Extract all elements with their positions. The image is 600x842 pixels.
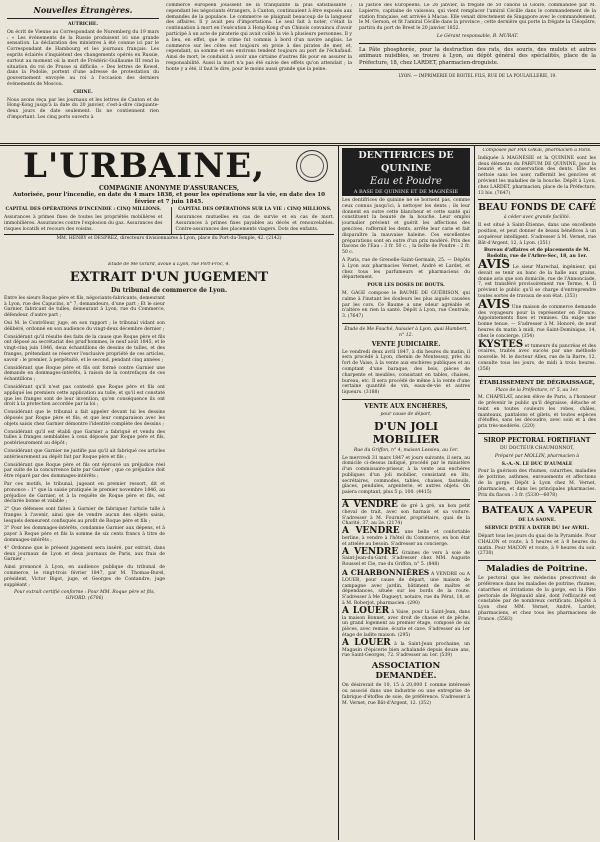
degraissage-text: M. CHAPELAT, ancien élève de Paris, a l'honneur de prévenir le public qu'il dégraisse, détache et teint en toutes couleurs les robes, châles, manteaux, pantalons et gilets, et toutes espèces d'étoffes, sans les découdre, avec soin et à des prix très-modérés. (220) xyxy=(478,395,596,430)
cafe-sub: à céder avec grande facilité. xyxy=(503,215,571,221)
poitrine-text: Le pectoral que les médecins prescrivent de préférence dans les maladies de poitrine, rhumes, catarrhes et irritations de la gorge, est la Pâte pectorale de Régnauld aîné, dont l'efficacité est constatée par de nombreux certificats. Dépôts à Lyon chez MM. Vernet, André, Lardet, pharmaciens, et chez tous les pharmaciens de France. (5583) xyxy=(478,576,596,622)
sirop-place: S.-A.-N. LE DUC D'AUMALE xyxy=(501,461,573,467)
incendie-text: Assurances à primes fixes de toutes les propriétés mobilières et immobilières. Assurances contre l'explosion du gaz. Assurances des risques locatifs et recours des voisins. xyxy=(4,214,163,232)
chine-heading: CHINE. xyxy=(73,89,93,95)
composee-line: Composée par PAX GAGE, pharmacien à Paris. xyxy=(482,148,592,153)
urbaine-incendie xyxy=(4,207,163,234)
avis-voyageurs xyxy=(478,296,596,340)
jugement-paragraph: Considérant que Roque père et fils ont éprouvé un préjudice réel par suite de la concurrence faite par Garnier ; que ce préjudice doit être réparé par des dommages-intérêts ; xyxy=(4,462,165,480)
chine-continued-text: commerce européen jouissent de la tranquillité la plus satisfaisante ; cependant les négociants étrangers, à Canton, continuaient à être exposés aux demandes de la populace. Le commerce se plaignait beaucoup de la langueur des affaires. Il y avait peu d'importations. Le seul fait à noter, c'était la continuation à mort en l'exécution à Hong-Kong d'un Chinois convaincu d'avoir participé à un acte de piraterie qui avait coûté la vie à plusieurs personnes. Il y a lieu, en effet, que le crime fut commis à bord d'un navire anglais. Le commerce sur les côtes est toujours en proie à des pirates de mer, et, cependant, sa somme et ses environs tendent toujours au port de l'échafaud. Ainsi de mort, le conduisit à avoir une cirtaine d'autres fils pour en assurer la responsabilité. Aussi la mort n'a pas été suivie des effets qu'on attendait ; la honte y a été, il faut le dire, pour le moins aussi grande que la peine. xyxy=(166,3,352,72)
jugement-etude: Étude de Me Girard, avoué à Lyon, rue Port-Froc, 4. xyxy=(108,262,230,267)
charbonnieres-text: A VENDRE ou A LOUER, pour cause de départ, une maison de campagne avec jardin, bâtiment de maître et dépendances, située sur les bords de la route. S'adresser à Me Dugueyt, notaire, rue du Pérat, 18, et à M. Roberjot, pharmacien. (290) xyxy=(342,572,470,607)
jugement-paragraph: Considérant qu'il n'est pas contesté que Roque père et fils ont appliqué les premiers cette application au tulle, et qu'il est constaté que les franges sont de leur invention, qu'en conséquence ils ont droit à la protection accordée par la loi ; xyxy=(4,384,165,408)
vendre-graines xyxy=(342,546,470,568)
jugement-body xyxy=(4,296,334,834)
urbaine-title: L'URBAINE, xyxy=(22,148,266,186)
louer-magasin xyxy=(342,637,470,659)
top-left-column xyxy=(7,3,159,141)
mobilier-text: Le mercredi 31 mars 1847 et jours suivants, il sera, au domicile ci-dessus indiqué, procédé par le ministère d'un commissaire-priseur, à la vente aux enchères publiques d'un joli mobilier, consistant en lits, secrétaires, commodes, tables, chaises, fauteuils, glaces, pendules, argenterie, et autres objets. On paiera comptant, plus 5 p. 100. (4415) xyxy=(342,455,470,496)
vendre-graines-text: Graines de vers à soie de Saint-Jean-du-Gard. S'adresser chez MM. Auguste Roussel et Cie, rue du Griffon, n° 5. (848) xyxy=(342,550,470,568)
louer-magasin-text: à la Saint-Jean prochaine, un Magasin d'épicerie bien achalandé depuis douze ans, rue Saint-Georges, 72. S'adresser au 1er. (539) xyxy=(342,641,470,659)
mobilier-place: Rue du Griffon, n° 4, maison Lessieu, au 1er. xyxy=(353,447,459,453)
stamp-heading: POUR LES DOSES DE BOUTS. xyxy=(367,283,445,289)
jugement-certified: Pour extrait certifié conforme : Pour MM. Roque père et fils, GIVORD. (6706) xyxy=(13,590,156,602)
avis-heading: AVIS xyxy=(478,256,511,271)
vendre-heading: A VENDRE xyxy=(342,500,398,511)
urbaine-subtitle: COMPAGNIE ANONYME D'ASSURANCES, xyxy=(98,185,240,192)
france-text: la justice des Européens. Le 26 janvier, la frégate de 50 canons la Gloire, commandée par M. Lapierre, capitaine de vaisseau, qui vient remplacer l'amiral Cécille dans le commandement de la station française, est arrivée à Macao. Elle venait directement de Singapore avec le commandement, le M. Gerson, et fit l'amiral Cécille dans la province ; cette dernière qui porte la frégate la Cléopâtre, partira du port de Brest le 20 janvier 1852. xyxy=(359,3,596,32)
vente-amiable-heading: VENTE AUX ENCHÈRES, xyxy=(364,402,448,410)
vendre-heading: A VENDRE xyxy=(342,526,400,537)
section-divider xyxy=(0,143,600,146)
jugement-paragraph: Considérant qu'il résulte des faits de la cause que Roque père et fils ont déposé au secrétariat des prud'hommes, le neuf août 1845, et le vingt-cinq juin 1846, deux échantillons de dessins de tulles, et des franges, prétendant se réserver l'exclusive propriété de ces articles, savoir : le premier, à perpétuité, et le second, pendant cinq années ; xyxy=(4,334,165,363)
charbonnieres-heading: A CHARBONNIÈRES xyxy=(342,568,430,578)
bateaux-service: SERVICE D'ETE A DATER DU 1er AVRIL. xyxy=(484,526,590,532)
jugement-paragraph: 4° Ordonne que le présent jugement sera inséré, par extrait, dans deux journaux de Lyon et deux journaux de Paris, aux frais de Garnier ; xyxy=(4,545,165,563)
avis-marechal xyxy=(478,256,596,300)
degraissage-place: Place de la Préfecture, n° 5, au 1er. xyxy=(495,387,579,393)
charbonnieres-ad xyxy=(342,570,470,607)
vente-amiable-sub: pour cause de départ, xyxy=(380,411,432,417)
autriche-heading: AUTRICHE. xyxy=(67,22,99,27)
bateaux-sub: DE LA SAONE. xyxy=(518,518,556,524)
kystes-text: et tumeurs du pancréas et des ovaires, traités avec succès par une méthode nouvelle. M. le docteur Allex, rue de la Barre, 12, consulte tous les jours, de midi à trois heures. (356) xyxy=(478,343,596,372)
vente-text: Le vendredi deux avril 1847, à dix heures du matin, il sera procédé à Lyon, chemin de Montessuy, près du fort de Vaise, à la vente aux enchères publiques et au comptant d'une baraque, des bois, pièces de charpente et meubles, consistant en tables, chaises, bureau, etc. Il sera procédé de même à la vente d'une certaine quantité de vin, eaux-de-vie et autres liqueurs. (3188) xyxy=(342,349,470,396)
cafe-title: BEAU FONDS DE CAFÉ xyxy=(478,203,596,214)
jugement-paragraph: Oui M. le Contrôleur, juge, en son rapport ; le tribunal vidant son délibéré, ordonné en son audience du vingt-deux décembre dernier ; xyxy=(4,320,165,332)
quinine-base: A BASE DE QUININE ET DE MAGNÉSIE xyxy=(342,188,470,196)
top-middle-column xyxy=(166,3,352,141)
quinine-title: DENTIFRICES DE QUININE xyxy=(342,148,470,176)
urbaine-seal xyxy=(296,150,328,182)
jugement-paragraph: Considérant que Roque père et fils ont formé contre Garnier une demande en dommages-intérêts, à raison de la contrefaçon de ces échantillons ; xyxy=(4,365,165,383)
vendre-heading: A VENDRE xyxy=(342,546,399,557)
bateaux-title: BATEAUX A VAPEUR xyxy=(481,505,593,517)
quinine-depot: A Paris, rue de Grenelle-Saint-Germain, 25. — Dépôts à Lyon aux pharmacies Vernet, André et Lardet, et chez tous les parfumeurs et pharmaciens du département. xyxy=(342,257,470,281)
vie-heading: CAPITAL DES OPÉRATIONS SUR LA VIE : CINQ MILLIONS. xyxy=(178,207,332,213)
association-heading: ASSOCIATION DEMANDÉE. xyxy=(371,661,441,682)
urbaine-autorisee: Autorisée, pour l'incendie, en date du 4 mars 1838, et pour les opérations sur la vie, en date des 10 février et 7 juin 1845. xyxy=(12,192,326,205)
jugement-paragraph: 3° Pour les dommages-intérêts, condamne Garnier aux dépens, et à payer à Roque père et fils la somme de six cents francs à titre de dommages-intérêts ; xyxy=(4,526,165,544)
chine-text: Nous avons reçu par les journaux et les lettres de Canton et de Hong-Kong jusqu'à la date du 20 janvier, c'est-à-dire cinquante-deux jours de date seulement. Ils ne contiennent rien d'important. Les cinq ports ouverts à xyxy=(7,97,159,120)
urbaine-vie xyxy=(171,207,335,234)
avis-marechal-text: Le sieur Marechal, ingénieur, qui devait se tenir au banc de la halle aux grains, donne avis que son domicile, rue de l'Annonciade, 7, est transféré provisoirement rue Terme, 4. Il prévient le public qu'il se charge d'entreprendre toutes sortes de travaux de son état. (353) xyxy=(478,264,596,299)
vie-text: Assurances mutuelles en cas de survie et en cas de mort. Assurances à primes fixes payables au décès et renouvelables. Contre-assurances des placements viagers. Dots des enfants. xyxy=(175,214,334,232)
column-rule-2 xyxy=(474,146,475,840)
urbaine-columns xyxy=(4,207,334,234)
jugement-paragraph: Ainsi prononcé à Lyon, en audience publique du tribunal de commerce, le vingt-trois février 1847, par M. Thomas-Burel, président, Victor Bigot, juge, et Georges de Contandre, juge suppléant ; xyxy=(4,565,165,588)
louer-vaise xyxy=(342,605,470,639)
urbaine-block xyxy=(4,148,334,258)
urbaine-footer: MM. HENRY et DESPREZ, directeurs divisionnaires à Lyon, place du Port-du-Temple, 42. (2142) xyxy=(4,234,334,242)
jugement-paragraph: 2° Que défenses sont faites à Garnier de fabriquer l'article tulle à franges à l'avenir, ainsi que de vendre aucun des objets saisis, lesquels demeurent confisqués au profit de Roque père et fils ; xyxy=(4,507,165,524)
sirop-prep: Préparé par MOLLIN, pharmacien à xyxy=(494,453,580,459)
right-column xyxy=(478,148,596,840)
degraissage-title: ÉTABLISSEMENT DE DÉGRAISSAGE, xyxy=(479,379,595,386)
pax-gage-text: Indiquée à MAGNÉSIE et la QUININE sont les deux éléments du PARFUM DE QUININE, pour la beauté et la conservation des dents. Elle les nettoie sans les user, raffermit les gencives et prévient les maladies de la bouche. Dépôt à Lyon, chez LARDET, pharmacien, place de la Préfecture, 13 bis. (7647) xyxy=(478,155,596,196)
stamp-text: M. GAGE compose le BAUME DE GUÉRISON, qui calme à l'instant les douleurs les plus aiguës causées par les cors. Ce Baume a une odeur agréable et n'altère en rien la santé. Dépôt à Lyon, rue Centrale, 3. (7647) xyxy=(342,290,470,320)
vendre-cheval-text: de gré à gré, un bon petit cheval de trait, avec son harnais et sa voiture. S'adresser à M. Fournier, propriétaire, quai de la Charité, 37, au 2e. (2174) xyxy=(342,504,470,527)
louer-vaise-text: à Vaise, pour la Saint-Jean, dans la maison Bonnet, avec droit de chasse et de pêche, un grand logement au premier étage, composé de six pièces, avec remise, écurie et cave. S'adresser au 1er étage de ladite maison. (295) xyxy=(342,609,470,639)
avis-heading: AVIS xyxy=(478,296,511,311)
vendre-berline xyxy=(342,526,470,547)
bateaux-text: Départ tous les jours du quai de la Pyramide. Pour CHALON et route, à 5 heures et à 8 heures du matin. Pour MACON et route, à 9 heures du soir. (2730) xyxy=(478,534,596,557)
quinine-eau: Eau et Poudre xyxy=(342,176,470,188)
jugement-paragraph: Entre les sieurs Roque père et fils, négociants-fabricants, demeurant à Lyon, rue des Capucins, n° 7, demandeurs, d'une part ; Et le sieur Garnier, fabricant de tulles, demeurant à Lyon, rue du Commerce, défendeur, d'autre part ; xyxy=(4,295,165,319)
poitrine-title: Maladies de Poitrine. xyxy=(486,564,588,575)
middle-column xyxy=(342,148,470,840)
louer-heading: A LOUER xyxy=(342,637,391,648)
sirop-sub: DU DOCTEUR CHAUMONNOT, xyxy=(499,446,575,452)
autriche-text: On écrit de Vienne au Correspondant de Nuremberg du 19 mars : « Les événements de la Russie produisent ici une grande sensation. La déclaration des ministres à été connue ici par le Correspondant de Hambourg et les journaux français. Les esprits éclairés s'inquiètent des changements opérés en Russie, surtout au moment où la mort de Frédéric-Guillaume III rend la situation du roi de Prusse si difficile. » Des lettres de Kowel, dans la Podolie, portent d'une adresse de protestation du gouvernement envoyée au roi à l'occasion des derniers événements de Moscou. xyxy=(7,29,159,87)
avis-voyageurs-text: Une maison de commerce demande des voyageurs pour la représenter en France. Appointements fixes et remises. On exige une bonne tenue. — S'adresser à M. Honoré, de neuf heures du matin à midi, rue Saint-Dominique, 14, chez le concierge. (354) xyxy=(478,304,596,339)
mobilier-title: D'UN JOLI MOBILIER xyxy=(372,419,440,446)
jugement-paragraph: Considérant que le tribunal a fait appeler devant lui les dessins déposés par Roque père et fils, et que leur comparaison avec les objets saisis chez Garnier démontre l'identité complète des dessins ; xyxy=(4,410,165,427)
association-text: On désirerait de 10, 15 à 20,000 f. comme intéressé ou associé dans une industrie ou une entreprise de fabrique d'étoffes de soie, de préférence. S'adresser à M. Vernet, rue Bât-d'Argent, 12. (352) xyxy=(342,683,470,706)
jugement-title: EXTRAIT D'UN JUGEMENT xyxy=(69,269,269,285)
bureau-text: Bureau d'affaires et de placements de M. Rodolin, rue de l'Arbre-Sec, 18, au 1er. xyxy=(484,248,590,260)
jugement-paragraph: Considérant que Garnier ne justifie pas qu'il ait fabriqué ces articles antérieurement au dépôt fait par Roque père et fils ; xyxy=(4,448,165,460)
jugement-paragraph: Considérant qu'il est établi que Garnier a fabriqué et vendu des tulles à franges semblables à ceux déposés par Roque père et fils, postérieurement au dépôt ; xyxy=(4,429,165,447)
column-rule-1 xyxy=(338,146,339,840)
cafe-text: Il est situé à Saint-Étienne, dans une excellente position, et peut donner de beaux bénéfices à un acquéreur intelligent. S'adresser à M. Vernet, rue Bât-d'Argent, 12, à Lyon. (351) xyxy=(478,223,596,246)
vendre-cheval xyxy=(342,500,470,527)
gerant-line: Le Gérant responsable, B. MURAT. xyxy=(436,33,519,39)
louer-heading: A LOUER xyxy=(342,605,390,616)
vendre-berline-text: une belle et confortable berline, à vendre à l'hôtel du Commerce, en bon état et attelée au besoin. S'adresser au concierge. xyxy=(342,530,470,547)
nouvelles-title: Nouvelles Étrangères. xyxy=(33,5,133,15)
kystes-ad xyxy=(478,338,596,373)
imprint-line: LYON. — IMPRIMERIE DE BOITEL FILS, RUE DE LA POULAILLERIE, 19. xyxy=(398,73,557,78)
incendie-heading: CAPITAL DES OPÉRATIONS D'INCENDIE : CINQ MILLIONS. xyxy=(5,207,162,213)
kystes-heading: KYSTES xyxy=(478,338,524,350)
jugement-column xyxy=(4,262,334,840)
sirop-text: Pour la guérison des rhumes, catarrhes, maladies de poitrine, asthmes, enrouements et affections de la gorge. Dépôt à Lyon chez M. Vernet, pharmacien, et dans les principales pharmacies. Prix du flacon : 3 fr. (5330—6078) xyxy=(478,469,596,498)
quinine-text: Les dentifrices de quinine ne se bornent pas, comme ceux connus jusqu'ici, à nettoyer les dents ; ils leur donnent en outre cette blancheur et cette santé qui constituent la beauté de la bouche. Leur emploi journalier prévient et guérit les affections des gencives, raffermit les dents, arrête leur carie et fait disparaître la mauvaise haleine. Ces excellentes préparations sont en outre d'un prix modéré. Prix des flacons de l'Eau : 3 fr. 50 c. ; la boîte de Poudre : 2 fr. 50 c. xyxy=(342,198,470,256)
vente-heading: VENTE JUDICIAIRE. xyxy=(371,340,441,348)
pate-phosphoree-text: La Pâte phosphorée, pour la destruction des rats, des souris, des mulots et autres animaux nuisibles, se trouve à Lyon, au dépôt général des spécialités, place de la Préfecture, 18, chez LARDET, pharmacien-droguiste. xyxy=(359,46,596,66)
jugement-paragraph: Par ces motifs, le tribunal, jugeant en premier ressort, dit et prononce : 1° que la saisie pratiquée le premier novembre 1846, au préjudice de Garnier, et à la requête de Roque père et fils, est déclarée bonne et valable ; xyxy=(4,481,165,505)
sirop-title: SIROP PECTORAL FORTIFIANT xyxy=(483,437,591,445)
jugement-subtitle: Du tribunal de commerce de Lyon. xyxy=(110,286,228,294)
top-right-column xyxy=(359,3,596,141)
vente-etude: Étude de Me Fouché, huissier à Lyon, quai Humbert, n° 12. xyxy=(344,326,468,338)
